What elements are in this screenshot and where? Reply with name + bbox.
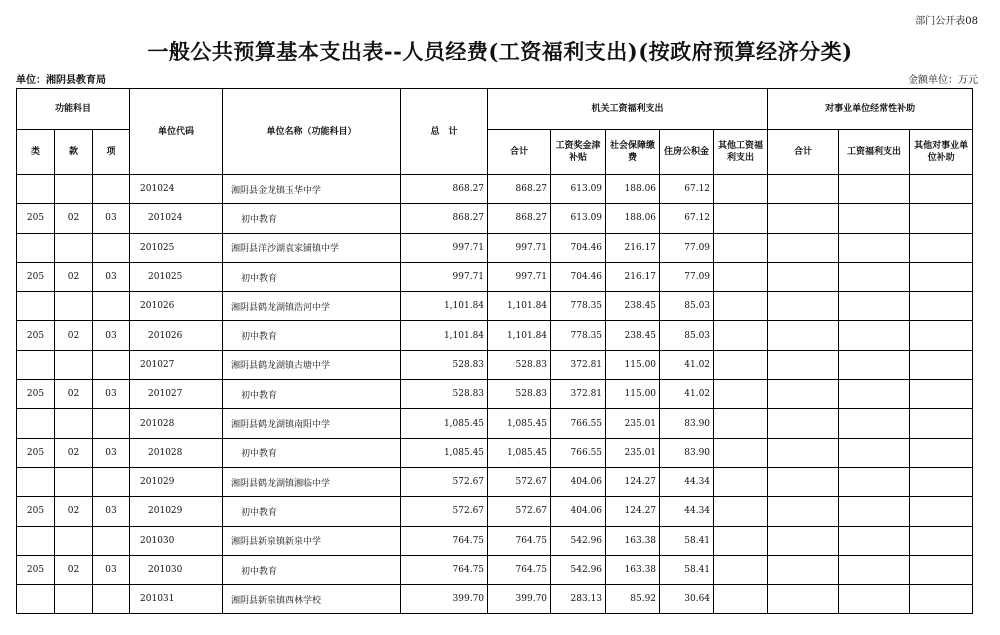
cell-total: 1,085.45 — [401, 438, 488, 467]
cell-sum: 1,085.45 — [488, 438, 551, 467]
cell-kuan: 02 — [55, 438, 93, 467]
table-row — [17, 497, 973, 526]
cell-other-salary — [714, 204, 768, 233]
cell-total: 764.75 — [401, 555, 488, 584]
cell-subsidy-sum — [768, 380, 839, 409]
cell-unit-name: 湘阴县新泉镇西林学校 — [223, 585, 401, 614]
cell-housing-fund: 67.12 — [660, 204, 714, 233]
cell-social-security: 238.45 — [606, 292, 660, 321]
cell-unit-name: 初中教育 — [223, 321, 401, 350]
cell-total: 997.71 — [401, 233, 488, 262]
cell-subsidy-sum — [768, 585, 839, 614]
cell-sum: 868.27 — [488, 204, 551, 233]
cell-kuan — [55, 292, 93, 321]
cell-total: 997.71 — [401, 262, 488, 291]
cell-subsidy-salary — [839, 497, 910, 526]
header-sum1: 合计 — [488, 130, 551, 175]
cell-other-salary — [714, 175, 768, 204]
cell-cat: 205 — [17, 380, 55, 409]
header-other-salary: 其他工资福利支出 — [714, 130, 768, 175]
cell-total: 528.83 — [401, 350, 488, 379]
cell-unit-name: 湘阴县鹤龙湖镇湘临中学 — [223, 467, 401, 496]
cell-unit-name: 初中教育 — [223, 262, 401, 291]
cell-xiang — [93, 585, 130, 614]
cell-social-security: 188.06 — [606, 204, 660, 233]
cell-sum: 764.75 — [488, 526, 551, 555]
cell-cat — [17, 233, 55, 262]
cell-wage-bonus: 704.46 — [551, 262, 606, 291]
table-row — [17, 409, 973, 438]
cell-kuan — [55, 350, 93, 379]
cell-wage-bonus: 542.96 — [551, 555, 606, 584]
header-cat: 类 — [17, 130, 55, 175]
cell-unit-name: 湘阴县鹤龙湖镇浩河中学 — [223, 292, 401, 321]
cell-housing-fund: 58.41 — [660, 555, 714, 584]
cell-social-security: 238.45 — [606, 321, 660, 350]
cell-housing-fund: 67.12 — [660, 175, 714, 204]
cell-housing-fund: 41.02 — [660, 380, 714, 409]
cell-sum: 1,101.84 — [488, 292, 551, 321]
cell-social-security: 163.38 — [606, 526, 660, 555]
cell-subsidy-salary — [839, 380, 910, 409]
cell-wage-bonus: 704.46 — [551, 233, 606, 262]
cell-cat — [17, 526, 55, 555]
amount-unit: 金额单位：万元 — [908, 75, 978, 86]
cell-wage-bonus: 372.81 — [551, 380, 606, 409]
cell-social-security: 124.27 — [606, 497, 660, 526]
cell-other-salary — [714, 497, 768, 526]
cell-total: 764.75 — [401, 526, 488, 555]
cell-subsidy-other — [910, 438, 973, 467]
cell-subsidy-other — [910, 497, 973, 526]
cell-subsidy-other — [910, 585, 973, 614]
cell-housing-fund: 85.03 — [660, 321, 714, 350]
cell-cat: 205 — [17, 497, 55, 526]
header-sum2: 合计 — [768, 130, 839, 175]
header-unit-code: 单位代码 — [130, 89, 223, 175]
cell-unit-name: 初中教育 — [223, 555, 401, 584]
cell-kuan — [55, 175, 93, 204]
cell-unit-code: 201025 — [130, 233, 223, 262]
cell-wage-bonus: 404.06 — [551, 497, 606, 526]
cell-subsidy-salary — [839, 292, 910, 321]
cell-other-salary — [714, 555, 768, 584]
cell-sum: 997.71 — [488, 233, 551, 262]
cell-sum: 997.71 — [488, 262, 551, 291]
cell-xiang: 03 — [93, 555, 130, 584]
cell-cat — [17, 292, 55, 321]
cell-cat — [17, 350, 55, 379]
cell-unit-code: 201029 — [130, 467, 223, 496]
cell-unit-code: 201024 — [130, 204, 223, 233]
cell-other-salary — [714, 409, 768, 438]
cell-sum: 399.70 — [488, 585, 551, 614]
table-row — [17, 555, 973, 584]
cell-other-salary — [714, 292, 768, 321]
cell-subsidy-sum — [768, 204, 839, 233]
cell-subsidy-sum — [768, 555, 839, 584]
cell-wage-bonus: 283.13 — [551, 585, 606, 614]
cell-wage-bonus: 766.55 — [551, 438, 606, 467]
cell-kuan — [55, 585, 93, 614]
cell-subsidy-salary — [839, 175, 910, 204]
cell-unit-code: 201030 — [130, 555, 223, 584]
cell-sum: 572.67 — [488, 497, 551, 526]
form-code: 部门公开表08 — [915, 16, 978, 27]
cell-subsidy-other — [910, 555, 973, 584]
header-gov-salary: 机关工资福利支出 — [488, 89, 768, 130]
cell-subsidy-salary — [839, 526, 910, 555]
cell-subsidy-sum — [768, 350, 839, 379]
cell-social-security: 216.17 — [606, 233, 660, 262]
cell-cat: 205 — [17, 438, 55, 467]
cell-total: 528.83 — [401, 380, 488, 409]
header-kuan: 款 — [55, 130, 93, 175]
header-other-subsidy: 其他对事业单位补助 — [910, 130, 973, 175]
cell-kuan: 02 — [55, 380, 93, 409]
cell-other-salary — [714, 233, 768, 262]
cell-xiang — [93, 292, 130, 321]
cell-cat: 205 — [17, 321, 55, 350]
cell-subsidy-other — [910, 262, 973, 291]
cell-cat — [17, 175, 55, 204]
cell-unit-code: 201026 — [130, 292, 223, 321]
header-public-inst-subsidy: 对事业单位经常性补助 — [768, 89, 973, 130]
cell-subsidy-other — [910, 467, 973, 496]
cell-subsidy-sum — [768, 497, 839, 526]
cell-kuan: 02 — [55, 555, 93, 584]
header-func-subject: 功能科目 — [17, 89, 130, 130]
cell-sum: 528.83 — [488, 380, 551, 409]
cell-cat — [17, 409, 55, 438]
cell-social-security: 188.06 — [606, 175, 660, 204]
cell-other-salary — [714, 438, 768, 467]
cell-wage-bonus: 766.55 — [551, 409, 606, 438]
cell-unit-code: 201027 — [130, 350, 223, 379]
table-body — [17, 175, 973, 614]
cell-unit-name: 湘阴县洋沙湖袁家铺镇中学 — [223, 233, 401, 262]
cell-wage-bonus: 778.35 — [551, 321, 606, 350]
cell-subsidy-other — [910, 233, 973, 262]
header-total: 总 计 — [401, 89, 488, 175]
table-row — [17, 204, 973, 233]
cell-other-salary — [714, 321, 768, 350]
page-title: 一般公共预算基本支出表--人员经费(工资福利支出)(按政府预算经济分类) — [147, 39, 853, 64]
table-row — [17, 350, 973, 379]
cell-subsidy-sum — [768, 321, 839, 350]
header-wage-bonus: 工资奖金津补贴 — [551, 130, 606, 175]
cell-other-salary — [714, 262, 768, 291]
cell-unit-name: 初中教育 — [223, 438, 401, 467]
header-social-security: 社会保障缴费 — [606, 130, 660, 175]
cell-subsidy-other — [910, 321, 973, 350]
budget-table — [16, 88, 973, 614]
cell-subsidy-sum — [768, 292, 839, 321]
cell-subsidy-salary — [839, 409, 910, 438]
cell-subsidy-other — [910, 292, 973, 321]
cell-subsidy-salary — [839, 233, 910, 262]
table-row — [17, 321, 973, 350]
cell-sum: 572.67 — [488, 467, 551, 496]
cell-kuan — [55, 467, 93, 496]
cell-social-security: 163.38 — [606, 555, 660, 584]
cell-housing-fund: 83.90 — [660, 438, 714, 467]
cell-sum: 1,101.84 — [488, 321, 551, 350]
cell-kuan: 02 — [55, 262, 93, 291]
cell-housing-fund: 85.03 — [660, 292, 714, 321]
table-row — [17, 233, 973, 262]
cell-wage-bonus: 404.06 — [551, 467, 606, 496]
cell-subsidy-sum — [768, 409, 839, 438]
cell-total: 572.67 — [401, 467, 488, 496]
cell-xiang: 03 — [93, 497, 130, 526]
cell-subsidy-other — [910, 409, 973, 438]
cell-social-security: 115.00 — [606, 350, 660, 379]
cell-unit-name: 湘阴县鹤龙湖镇古塘中学 — [223, 350, 401, 379]
table-row — [17, 292, 973, 321]
cell-subsidy-salary — [839, 555, 910, 584]
cell-sum: 764.75 — [488, 555, 551, 584]
cell-subsidy-salary — [839, 321, 910, 350]
cell-unit-name: 湘阴县鹤龙湖镇南阳中学 — [223, 409, 401, 438]
cell-cat: 205 — [17, 204, 55, 233]
cell-housing-fund: 30.64 — [660, 585, 714, 614]
table-row — [17, 438, 973, 467]
cell-wage-bonus: 778.35 — [551, 292, 606, 321]
cell-housing-fund: 77.09 — [660, 233, 714, 262]
cell-sum: 528.83 — [488, 350, 551, 379]
cell-social-security: 85.92 — [606, 585, 660, 614]
cell-social-security: 124.27 — [606, 467, 660, 496]
cell-xiang — [93, 467, 130, 496]
cell-total: 572.67 — [401, 497, 488, 526]
cell-cat: 205 — [17, 262, 55, 291]
cell-xiang: 03 — [93, 204, 130, 233]
cell-sum: 868.27 — [488, 175, 551, 204]
cell-total: 868.27 — [401, 175, 488, 204]
cell-housing-fund: 83.90 — [660, 409, 714, 438]
table-row — [17, 585, 973, 614]
cell-xiang — [93, 233, 130, 262]
cell-social-security: 216.17 — [606, 262, 660, 291]
cell-unit-code: 201026 — [130, 321, 223, 350]
cell-xiang: 03 — [93, 380, 130, 409]
cell-subsidy-sum — [768, 467, 839, 496]
cell-subsidy-salary — [839, 204, 910, 233]
cell-wage-bonus: 372.81 — [551, 350, 606, 379]
cell-total: 868.27 — [401, 204, 488, 233]
cell-other-salary — [714, 526, 768, 555]
cell-subsidy-sum — [768, 175, 839, 204]
cell-housing-fund: 44.34 — [660, 497, 714, 526]
unit-label: 单位：湘阴县教育局 — [16, 75, 106, 86]
cell-unit-name: 湘阴县新泉镇新泉中学 — [223, 526, 401, 555]
cell-subsidy-sum — [768, 233, 839, 262]
header-salary-welfare: 工资福利支出 — [839, 130, 910, 175]
cell-xiang — [93, 175, 130, 204]
cell-housing-fund: 77.09 — [660, 262, 714, 291]
cell-wage-bonus: 613.09 — [551, 175, 606, 204]
cell-subsidy-other — [910, 350, 973, 379]
cell-kuan — [55, 233, 93, 262]
cell-subsidy-sum — [768, 526, 839, 555]
cell-total: 1,101.84 — [401, 292, 488, 321]
cell-cat — [17, 585, 55, 614]
table-row — [17, 526, 973, 555]
cell-social-security: 235.01 — [606, 438, 660, 467]
cell-housing-fund: 44.34 — [660, 467, 714, 496]
cell-xiang: 03 — [93, 321, 130, 350]
cell-kuan — [55, 409, 93, 438]
cell-other-salary — [714, 380, 768, 409]
cell-social-security: 235.01 — [606, 409, 660, 438]
cell-xiang: 03 — [93, 438, 130, 467]
cell-social-security: 115.00 — [606, 380, 660, 409]
cell-kuan: 02 — [55, 321, 93, 350]
cell-subsidy-other — [910, 526, 973, 555]
cell-xiang — [93, 526, 130, 555]
cell-wage-bonus: 613.09 — [551, 204, 606, 233]
cell-other-salary — [714, 585, 768, 614]
cell-sum: 1,085.45 — [488, 409, 551, 438]
header-unit-name: 单位名称（功能科目） — [223, 89, 401, 175]
cell-subsidy-sum — [768, 438, 839, 467]
cell-kuan: 02 — [55, 204, 93, 233]
cell-unit-name: 湘阴县金龙镇玉华中学 — [223, 175, 401, 204]
cell-xiang — [93, 350, 130, 379]
cell-unit-name: 初中教育 — [223, 497, 401, 526]
cell-cat: 205 — [17, 555, 55, 584]
cell-subsidy-other — [910, 380, 973, 409]
cell-subsidy-other — [910, 204, 973, 233]
cell-kuan: 02 — [55, 497, 93, 526]
cell-unit-code: 201029 — [130, 497, 223, 526]
cell-unit-code: 201025 — [130, 262, 223, 291]
header-housing-fund: 住房公积金 — [660, 130, 714, 175]
cell-subsidy-salary — [839, 262, 910, 291]
cell-kuan — [55, 526, 93, 555]
cell-unit-name: 初中教育 — [223, 380, 401, 409]
cell-total: 1,101.84 — [401, 321, 488, 350]
table-row — [17, 262, 973, 291]
cell-unit-code: 201024 — [130, 175, 223, 204]
table-row — [17, 467, 973, 496]
cell-wage-bonus: 542.96 — [551, 526, 606, 555]
cell-housing-fund: 41.02 — [660, 350, 714, 379]
table-row — [17, 380, 973, 409]
cell-subsidy-salary — [839, 585, 910, 614]
table-row — [17, 175, 973, 204]
cell-cat — [17, 467, 55, 496]
cell-subsidy-salary — [839, 438, 910, 467]
cell-other-salary — [714, 350, 768, 379]
cell-unit-name: 初中教育 — [223, 204, 401, 233]
cell-xiang: 03 — [93, 262, 130, 291]
cell-unit-code: 201030 — [130, 526, 223, 555]
header-xiang: 项 — [93, 130, 130, 175]
cell-unit-code: 201027 — [130, 380, 223, 409]
cell-unit-code: 201031 — [130, 585, 223, 614]
cell-subsidy-other — [910, 175, 973, 204]
cell-subsidy-salary — [839, 350, 910, 379]
cell-total: 1,085.45 — [401, 409, 488, 438]
cell-unit-code: 201028 — [130, 409, 223, 438]
cell-subsidy-sum — [768, 262, 839, 291]
cell-housing-fund: 58.41 — [660, 526, 714, 555]
cell-xiang — [93, 409, 130, 438]
cell-subsidy-salary — [839, 467, 910, 496]
cell-unit-code: 201028 — [130, 438, 223, 467]
cell-other-salary — [714, 467, 768, 496]
cell-total: 399.70 — [401, 585, 488, 614]
